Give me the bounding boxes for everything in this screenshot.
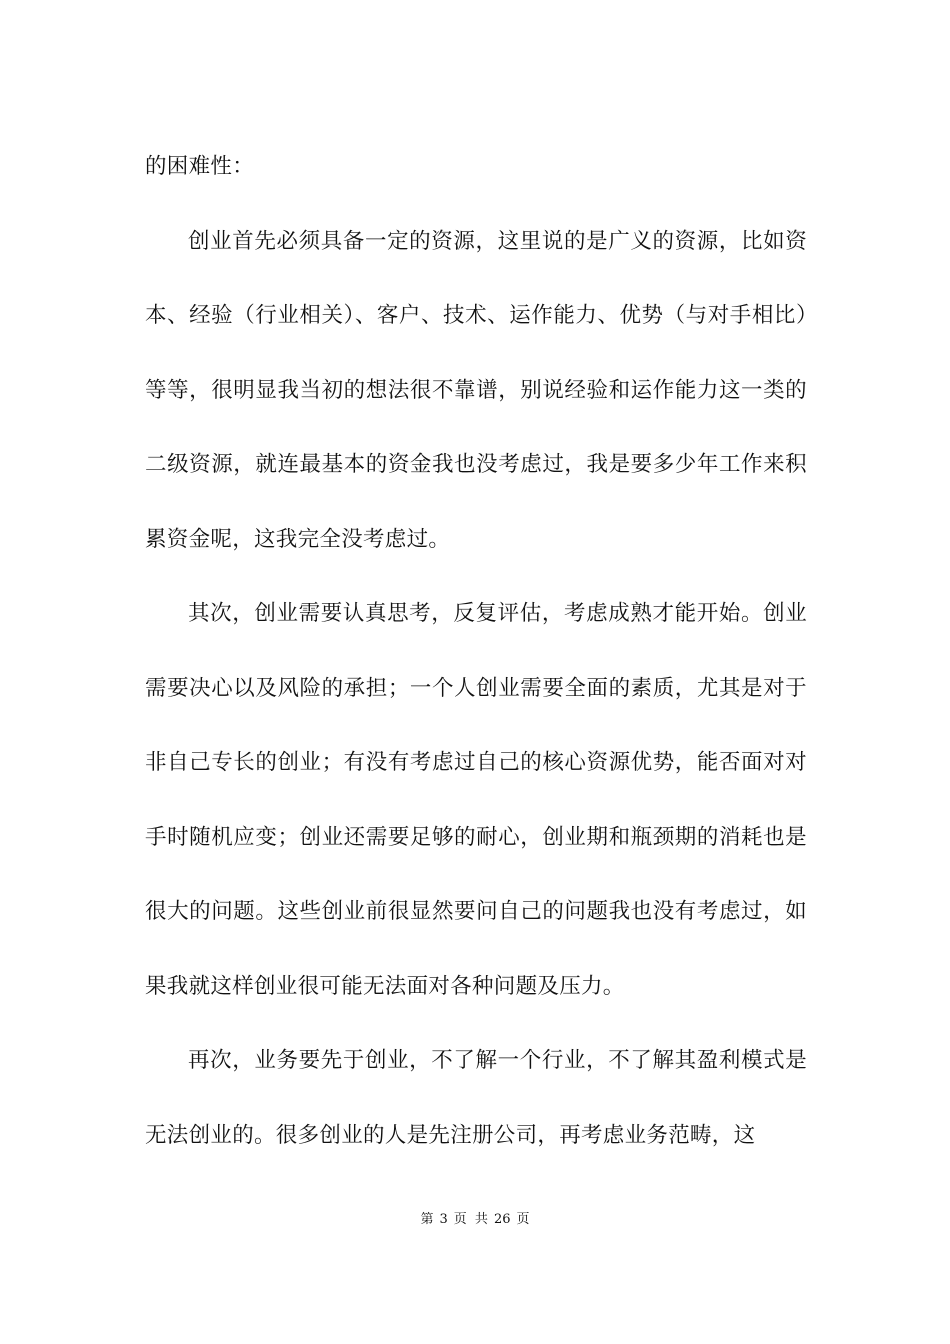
paragraph-2: 创业首先必须具备一定的资源，这里说的是广义的资源，比如资本、经验（行业相关）、客户、技术、运作能力、优势（与对手相比）等等，很明显我当初的想法很不靠谱，别说经验和运作能力这一类的二级资源，就连最基本的资金我也没考虑过，我是要多少年工作来积累资金呢，这我完全没考虑过。	[145, 228, 807, 552]
footer-prefix: 第	[420, 1212, 434, 1227]
footer-total-pages: 26	[493, 1212, 511, 1227]
paragraph-4: 再次，业务要先于创业，不了解一个行业，不了解其盈利模式是无法创业的。很多创业的人是先注册公司，再考虑业务范畴，这	[145, 1048, 807, 1148]
page-footer	[0, 1208, 950, 1227]
footer-current-page: 3	[439, 1212, 448, 1227]
document-body	[145, 130, 807, 1173]
footer-middle: 页 共	[453, 1212, 488, 1227]
paragraph-1: 的困难性：	[145, 154, 255, 179]
footer-suffix: 页	[516, 1212, 530, 1227]
paragraph-3: 其次，创业需要认真思考，反复评估，考虑成熟才能开始。创业需要决心以及风险的承担；一个人创业需要全面的素质，尤其是对于非自己专长的创业；有没有考虑过自己的核心资源优势，能否面对对手时随机应变；创业还需要足够的耐心，创业期和瓶颈期的消耗也是很大的问题。这些创业前很显然要问自己的问题我也没有考虑过，如果我就这样创业很可能无法面对各种问题及压力。	[145, 601, 807, 999]
